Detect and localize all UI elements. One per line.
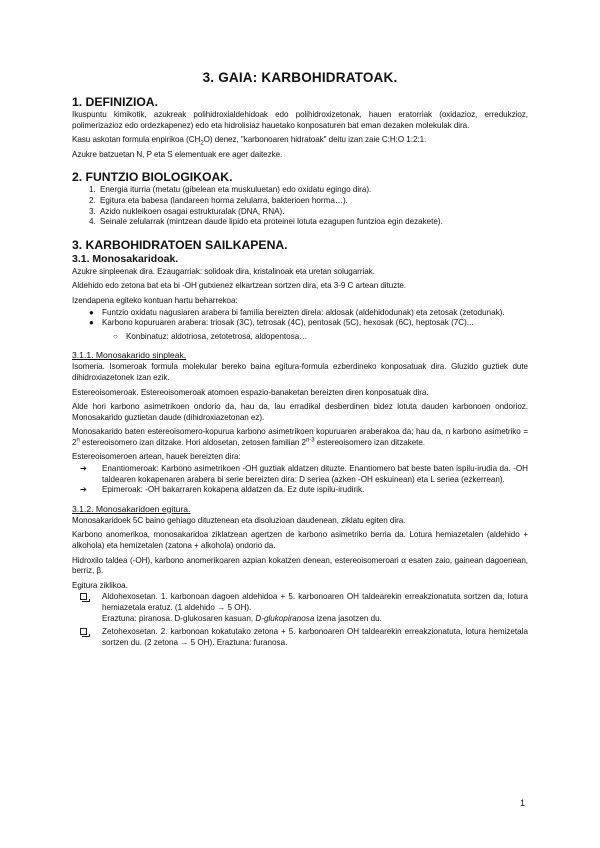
naming-paragraph: Izendapena egiteko kontuan hartu beharrekoa: xyxy=(72,295,238,305)
list-item: ➔ Enantiomeroak: Karbono asimetrikoen -OH guztiak aldatzen dituzte. Enantiomero bat beste baten ispilu-irudia da. -OH taldearen kokapenaren arabera bi serie bereizten dira: D seriea (azken -OH eskuinean) eta L seriea (ezkerrean). xyxy=(80,464,528,484)
anomeric-carbon-paragraph: Karbono anomerikoa, monosakaridoa ziklatzean agertzen de karbono asimetriko berria da. Lotura hemiazetalen (aldehido + alkohola) eta hemizetalen (zatona + alkohola) ondorio da. xyxy=(72,530,528,551)
list-item: 2. Egitura eta babesa (landareen horma zelularra, bakterioen horma…). xyxy=(98,196,528,207)
list-item: ➔ Epimeroak: -OH bakarraren kokapena aldatzen da. Ez dute ispilu-irudirik. xyxy=(80,485,365,495)
page-number: 1 xyxy=(519,798,525,808)
document-page xyxy=(72,70,528,651)
definition-paragraph: Ikuspuntu kimikotik, azukreak polihidroxialdehidoak edo polihidroxizetonak, hauen eratorriak (oxidazioz, erredukzioz, polimerizazioz edo ordezkapenez) edo eta hidrolisiaz hauetako konposaturen bat eman dezaken molekulak dira. xyxy=(72,110,528,130)
list-item: ● Karbono kopuruaren arabera: triosak (3C), tetrosak (4C), pentosak (5C), hexosak (6C), heptosak (7C)... ○ Konbinatuz: aldotriosa, zetotetrosa, aldopentosa… xyxy=(72,318,528,342)
bullet-icon: ● xyxy=(89,318,94,328)
bullet-icon: ● xyxy=(89,307,94,317)
arrow-right-icon: ➔ xyxy=(80,485,87,495)
monosaccharide-paragraph-1: Azukre sinpleenak dira. Ezaugarriak: solidoak dira, kristalinoak eta uretan solugarriak. xyxy=(72,266,375,276)
subsection-3-1-heading: 3.1. Monosakaridoak. xyxy=(72,252,179,265)
stereoisomer-paragraph: Estereoisomeroak. Estereoisomeroak atomoen espazio-banaketan bereizten diren konposatuak dira. xyxy=(72,387,429,397)
hydroxyl-group-paragraph: Hidroxilo taldea (-OH), karbono anomerikoaren azpian kokatzen denean, estereoisomeroari α esaten zaio, gainean dagoenean, berriz, β. xyxy=(72,555,528,576)
isomeria-paragraph: Isomeria. Isomeroak formula molekular bereko baina egitura-formula ezberdineko konposatuak dira. Gluzido guztiek dute dihidroxiazetonek izan ezik. xyxy=(72,362,528,382)
monosaccharide-paragraph-2: Aldehido edo zetona bat eta bi -OH gutxienez elkartzean sortzen dira, eta 3-9 C artean dituzte. xyxy=(72,281,407,291)
checkbox-icon xyxy=(80,593,87,600)
section-2-heading: 2. FUNTZIO BIOLOGIKOAK. xyxy=(72,170,233,185)
checkbox-icon xyxy=(80,628,87,635)
naming-bullet-list xyxy=(72,308,528,343)
page-title: 3. GAIA: KARBOHIDRATOAK. xyxy=(202,70,398,85)
list-item: ● Funtzio oxidatu nagusiaren arabera bi familia bereizten direla: aldosak (aldehidodunak) eta zetosak (zetodunak). xyxy=(89,307,505,317)
section-1-heading: 1. DEFINIZIOA. xyxy=(72,95,158,109)
stereoisomer-count-paragraph: Monosakarido baten estereoisomero-kopurua karbono asimetrikoen kopuruaren araberakoa da; hau da, n karbono asimetriko = $2^n$ estereoisomero izan ditzake. Hori aldosetan, zetosen familian 2$^{n-3}$ estereoisomero izan ditzakete. xyxy=(72,427,528,447)
list-item: 4. Seinale zelularrak (mintzean daude lipido eta proteinei lotuta ezagupen funtzioa egin dezakete). xyxy=(98,217,528,228)
list-item: ○ Konbinatuz: aldotriosa, zetotetrosa, aldopentosa… xyxy=(113,331,308,341)
list-item: 1. Energia iturria (metatu (gibelean eta muskuluetan) edo oxidatu egingo dira). xyxy=(98,185,528,196)
cyclization-paragraph: Monosakaridoek 5C baino gehiago dituztenean eta disoluzioan daudenean, ziklatu egiten dira. xyxy=(72,515,406,525)
cyclic-structure-list xyxy=(72,592,528,648)
list-item: Zetohexosetan. 2. karbonoan kokatutako zetona + 5. karbonoaren OH taldearekin erreakzionatuta, lotura hemizetala sortzen du. (2 zetona → 5 OH). Eraztuna: furanosa. xyxy=(72,627,528,648)
section-3-heading: 3. KARBOHIDRATOEN SAILKAPENA. xyxy=(72,237,288,252)
arrow-right-icon: ➔ xyxy=(80,464,87,474)
circle-bullet-icon: ○ xyxy=(113,331,118,341)
stereoisomer-types-list xyxy=(72,464,528,496)
asymmetric-carbon-paragraph: Alde hori karbono asimetrikoen ondorio da, hau da, lau erradikal desberdinen bidez lotuta dauden karbonoen ondorioz. Monosakarido guztietan daude (dihidroxiazetonan ez). xyxy=(72,402,528,422)
elements-paragraph: Azukre batzuetan N, P eta S elementuak ere ager daitezke. xyxy=(72,149,283,159)
subsection-3-1-1-heading: 3.1.1. Monosakarido sinpleak. xyxy=(72,350,187,361)
stereoisomer-types-paragraph: Estereoisomeroen artean, hauek bereizten dira: xyxy=(72,452,241,462)
list-item: Aldohexosetan. 1. karbonoan dagoen aldehidoa + 5. karbonoaren OH taldearekin erreakzionatuta sortzen da, lotura hemiazetala eratuz. (1 aldehido → 5 OH). Eraztuna: piranosa. D-glukosaren kasuan, D-glukopiranosa izena jasotzen du. xyxy=(72,592,528,624)
cyclic-structure-paragraph: Egitura ziklikoa. xyxy=(72,580,128,590)
biological-functions-list xyxy=(72,185,528,227)
subsection-3-1-2-heading: 3.1.2. Monosakaridoen egitura. xyxy=(72,503,191,514)
list-item: 3. Azido nukleikoen osagai estrukturalak (DNA, RNA). xyxy=(98,207,528,218)
empirical-formula-paragraph: Kasu askotan formula enpirikoa $(CH_2O)$ denez, "karbonoaren hidratoak" deitu izan zaie C:H:O 1:2:1. xyxy=(72,135,427,147)
